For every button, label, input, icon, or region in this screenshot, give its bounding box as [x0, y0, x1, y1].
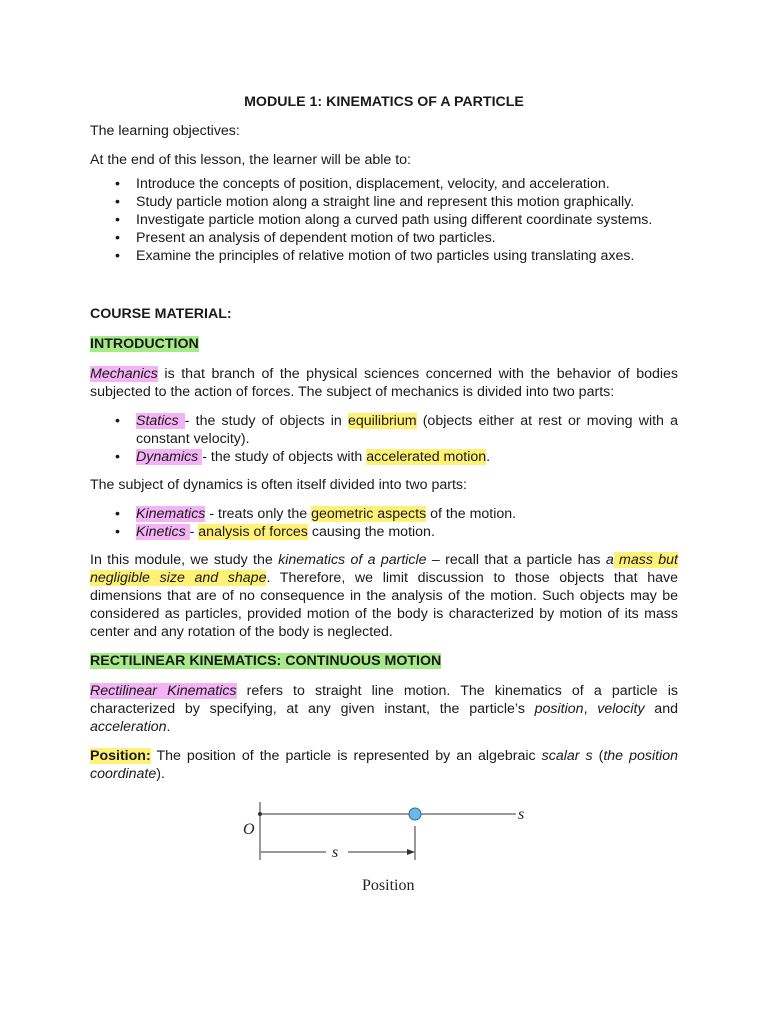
- statics-item: [90, 412, 678, 448]
- kinematics-text-a: - treats only the: [205, 506, 312, 522]
- introduction-label: INTRODUCTION: [90, 336, 199, 352]
- objective-item: • Study particle motion along a straight line and represent this motion graphically.: [90, 193, 678, 211]
- objective-item: • Examine the principles of relative motion of two particles using translating axes.: [90, 247, 678, 265]
- mechanics-term: Mechanics: [90, 366, 158, 382]
- distance-arrow-head: [407, 849, 415, 855]
- rectilinear-text-b: ,: [583, 701, 598, 717]
- objective-item: • Present an analysis of dependent motion of two particles.: [90, 229, 678, 247]
- mass-highlight: mass but negligible size and shape: [90, 552, 678, 586]
- rectilinear-heading: [90, 652, 678, 670]
- position-word: position: [534, 701, 584, 717]
- kinetics-text-a: -: [189, 524, 199, 540]
- dynamics-text-a: - the study of objects with: [202, 449, 367, 465]
- position-diagram: [238, 790, 538, 900]
- module-text-b: – recall that a particle has: [426, 552, 606, 568]
- kinematics-term: Kinematics: [136, 506, 206, 522]
- equilibrium-highlight: equilibrium: [347, 413, 417, 429]
- rectilinear-text-c: and: [644, 701, 678, 717]
- rectilinear-term: Rectilinear Kinematics: [90, 683, 237, 699]
- module-text-c: . Therefore, we limit discussion to those objects that have dimensions that are of no consequence in the analysis of the motion. Such objects may be considered as particles, provided motion of the body is characterized by motion of its mass center and any rotation of the body is neglected.: [90, 570, 678, 640]
- origin-dot: [258, 812, 262, 816]
- course-material-heading: COURSE MATERIAL:: [90, 306, 232, 322]
- objectives-list: [90, 175, 678, 265]
- kinematics-text-b: of the motion.: [426, 506, 517, 522]
- distance-label: s: [332, 844, 339, 861]
- module-title: MODULE 1: KINEMATICS OF A PARTICLE: [244, 94, 524, 110]
- position-text-c: ).: [156, 766, 165, 782]
- dynamics-item: [90, 448, 678, 466]
- kinetics-item: [90, 523, 678, 541]
- position-paragraph: [90, 747, 678, 783]
- module-paragraph: [90, 551, 678, 641]
- dynamics-intro: The subject of dynamics is often itself divided into two parts:: [90, 477, 467, 493]
- objective-item: • Introduce the concepts of position, displacement, velocity, and acceleration.: [90, 175, 678, 193]
- acceleration-word: acceleration: [90, 719, 167, 735]
- mechanics-text: is that branch of the physical sciences concerned with the behavior of bodies subjected to the action of forces. The subject of mechanics is divided into two parts:: [90, 366, 678, 400]
- dynamics-text-b: .: [486, 449, 491, 465]
- origin-label: O: [243, 821, 255, 838]
- accelerated-motion-highlight: accelerated motion: [366, 449, 487, 465]
- module-text-italic: kinematics of a particle: [278, 552, 427, 568]
- rectilinear-paragraph: [90, 682, 678, 736]
- objective-item: • Investigate particle motion along a curved path using different coordinate systems.: [90, 211, 678, 229]
- rectilinear-text-d: .: [166, 719, 171, 735]
- dynamics-parts-list: [90, 505, 678, 541]
- position-text-b: (: [592, 748, 604, 764]
- document-content: [90, 93, 678, 794]
- position-coordinate: the position coordinate: [90, 748, 678, 782]
- scalar-s: scalar s: [541, 748, 593, 764]
- diagram-caption: Position: [362, 877, 415, 894]
- introduction-heading: [90, 335, 678, 353]
- statics-text-a: - the study of objects in: [184, 413, 348, 429]
- position-label: Position:: [90, 748, 151, 764]
- kinematics-item: [90, 505, 678, 523]
- rectilinear-text-a: refers to straight line motion. The kinematics of a particle is characterized by specifying, at any given instant, the particle’s: [90, 683, 678, 717]
- mechanics-paragraph: [90, 365, 678, 401]
- module-text-a: In this module, we study the: [90, 552, 279, 568]
- position-text-a: The position of the particle is represented by an algebraic: [150, 748, 542, 764]
- statics-term: Statics: [136, 413, 185, 429]
- kinetics-text-b: causing the motion.: [307, 524, 435, 540]
- particle-icon: [409, 808, 421, 820]
- mechanics-parts-list: [90, 412, 678, 466]
- kinetics-term: Kinetics: [136, 524, 190, 540]
- analysis-of-forces-highlight: analysis of forces: [198, 524, 308, 540]
- velocity-word: velocity: [597, 701, 645, 717]
- statics-text-b: (objects either at rest or moving with a constant velocity).: [136, 413, 678, 447]
- dynamics-term: Dynamics: [136, 449, 203, 465]
- axis-label: s: [518, 806, 525, 823]
- objectives-intro: At the end of this lesson, the learner will be able to:: [90, 152, 411, 168]
- rectilinear-label: RECTILINEAR KINEMATICS: CONTINUOUS MOTION: [90, 653, 442, 669]
- objectives-heading: The learning objectives:: [90, 123, 240, 139]
- module-text-a-italic: a: [605, 552, 614, 568]
- geometric-aspects-highlight: geometric aspects: [311, 506, 427, 522]
